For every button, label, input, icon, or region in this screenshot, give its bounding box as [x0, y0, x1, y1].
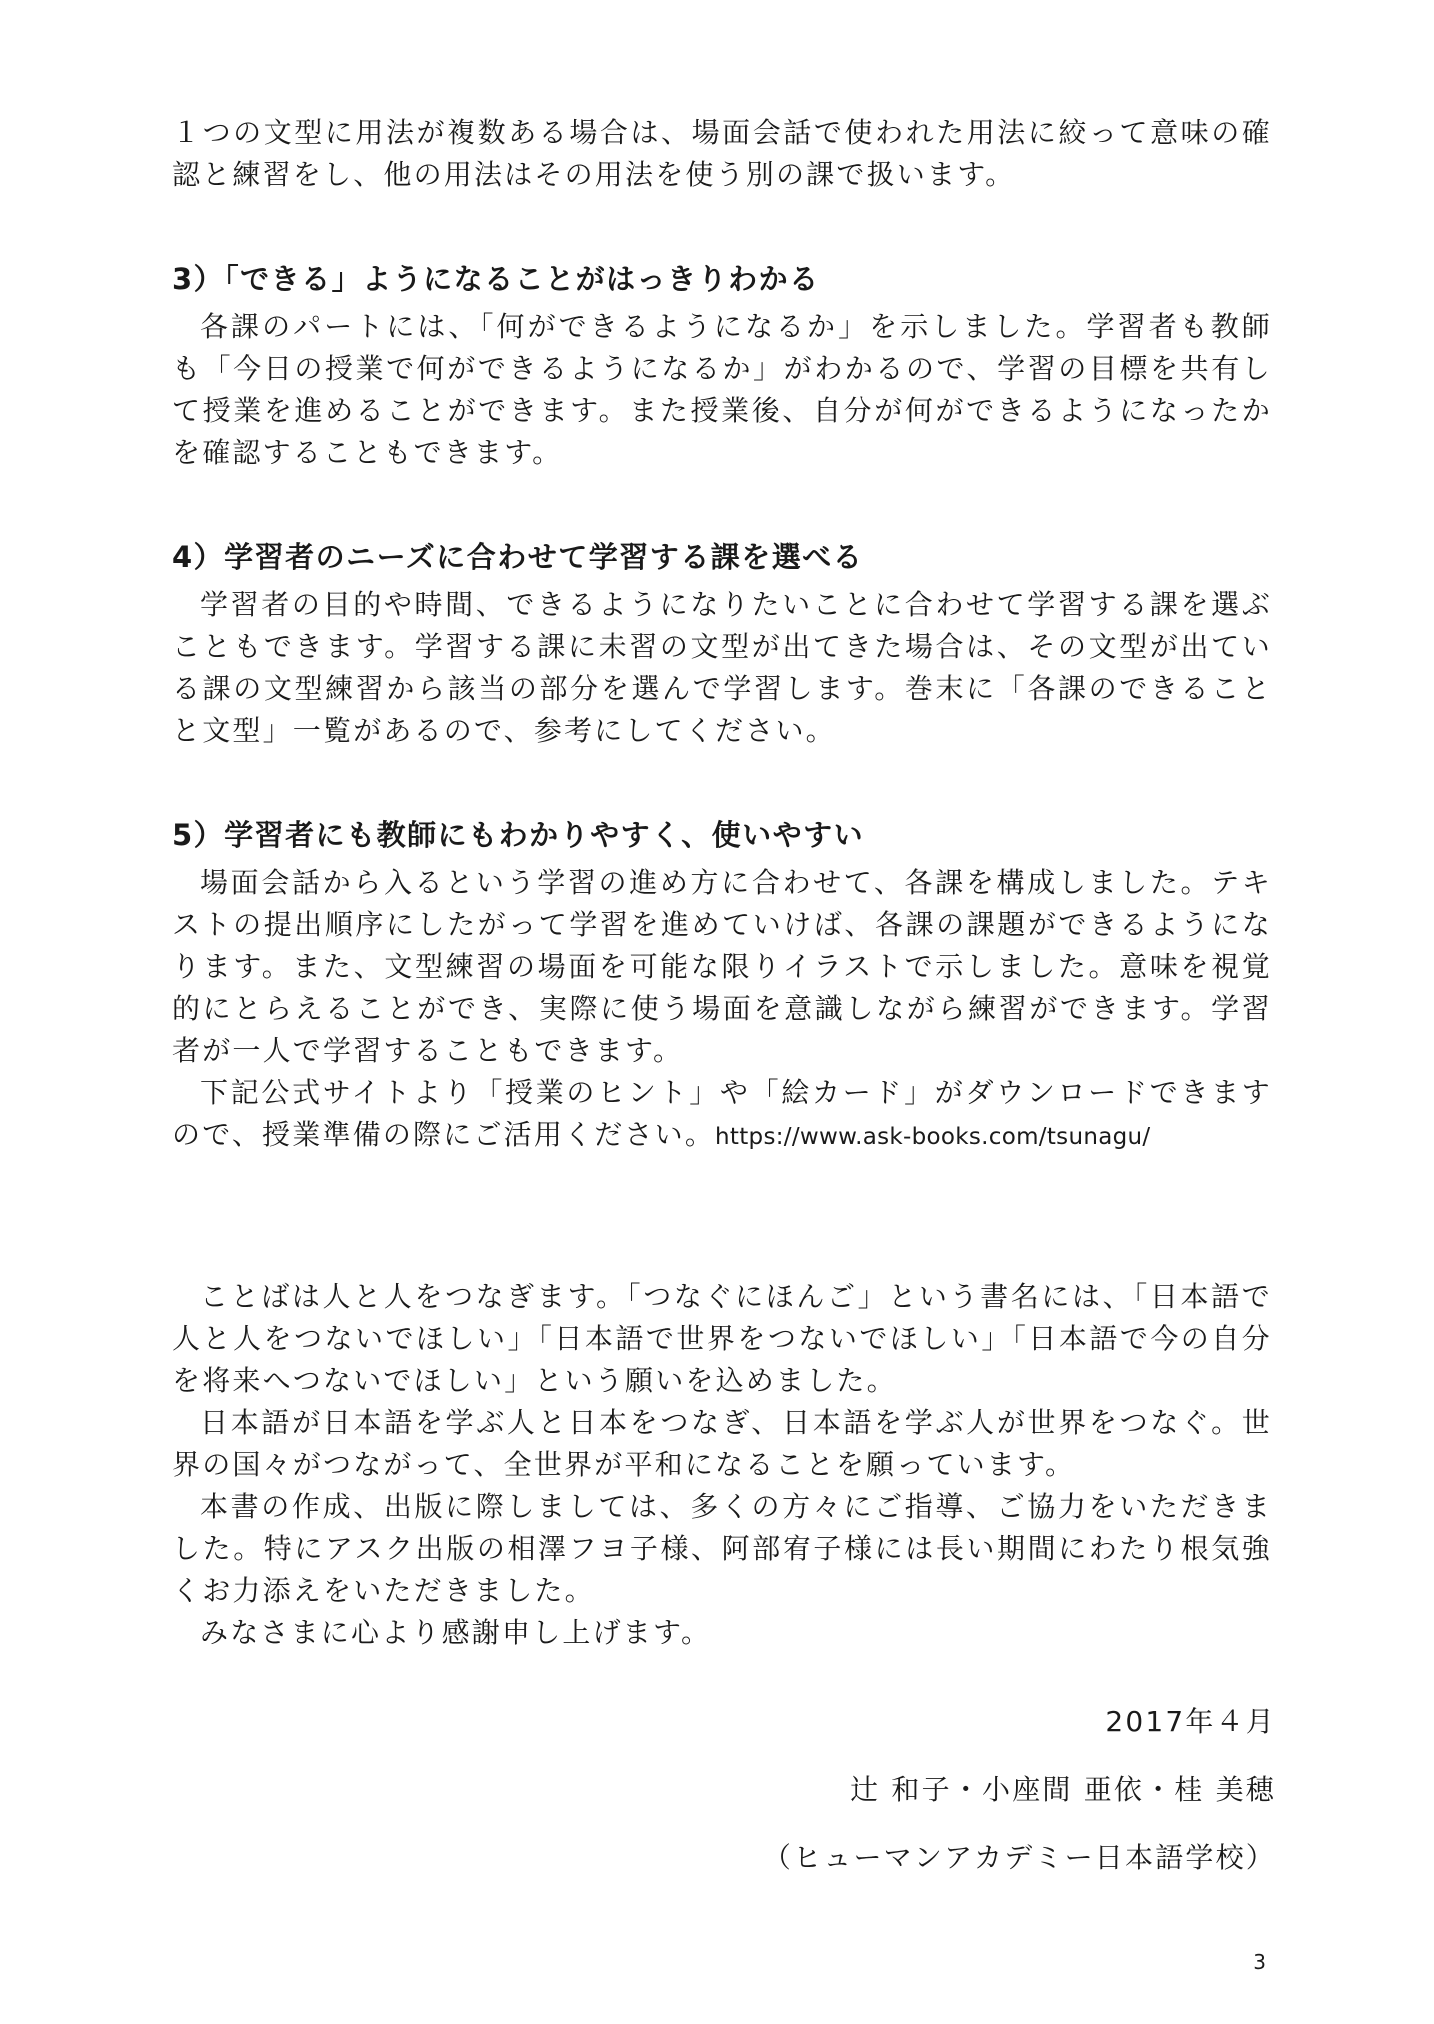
signature-date: 2017年４月	[1105, 1705, 1276, 1738]
section-3-heading: 3）「できる」ようになることがはっきりわかる	[172, 262, 820, 296]
page-content	[172, 112, 1272, 1654]
intro-paragraph: １つの文型に用法が複数ある場合は、場面会話で使われた用法に絞って意味の確認と練習をし、他の用法はその用法を使う別の課で扱います。	[172, 116, 1272, 191]
closing-paragraph-4: みなさまに心より感謝申し上げます。	[200, 1616, 712, 1649]
section-4-heading: 4）学習者のニーズに合わせて学習する課を選べる	[172, 540, 864, 574]
closing-paragraph-2: 日本語が日本語を学ぶ人と日本をつなぎ、日本語を学ぶ人が世界をつなぐ。世界の国々がつながって、全世界が平和になることを願っています。	[172, 1406, 1272, 1481]
signature-authors: 辻 和子・小座間 亜依・桂 美穂	[850, 1773, 1276, 1806]
hint-paragraph	[172, 1072, 1272, 1158]
page-number: 3	[1253, 1950, 1266, 1974]
closing-paragraph-3: 本書の作成、出版に際しましては、多くの方々にご指導、ご協力をいただきました。特にアスク出版の相澤フヨ子様、阿部宥子様には長い期間にわたり根気強くお力添えをいただきました。	[172, 1490, 1272, 1607]
section-5-paragraph: 場面会話から入るという学習の進め方に合わせて、各課を構成しました。テキストの提出順序にしたがって学習を進めていけば、各課の課題ができるようになります。また、文型練習の場面を可能な限りイラストで示しました。意味を視覚的にとらえることができ、実際に使う場面を意識しながら練習ができます。学習者が一人で学習することもできます。	[172, 866, 1272, 1067]
section-4-paragraph: 学習者の目的や時間、できるようになりたいことに合わせて学習する課を選ぶこともできます。学習する課に未習の文型が出てきた場合は、その文型が出ている課の文型練習から該当の部分を選んで学習します。巻末に「各課のできることと文型」一覧があるので、参考にしてください。	[172, 588, 1272, 747]
section-5-heading: 5）学習者にも教師にもわかりやすく、使いやすい	[172, 818, 865, 852]
signature-school: （ヒューマンアカデミー日本語学校）	[762, 1841, 1276, 1874]
website-url: https://www.ask-books.com/tsunagu/	[715, 1124, 1151, 1150]
hint-text: 下記公式サイトより「授業のヒント」や「絵カード」がダウンロードできますので、授業準備の際にご活用ください。	[172, 1076, 1272, 1151]
closing-paragraph-1: ことばは人と人をつなぎます。「つなぐにほんご」という書名には、「日本語で人と人をつないでほしい」「日本語で世界をつないでほしい」「日本語で今の自分を将来へつないでほしい」という願いを込めました。	[172, 1280, 1272, 1397]
section-3-paragraph: 各課のパートには、「何ができるようになるか」を示しました。学習者も教師も「今日の授業で何ができるようになるか」がわかるので、学習の目標を共有して授業を進めることができます。また授業後、自分が何ができるようになったかを確認することもできます。	[172, 310, 1272, 469]
